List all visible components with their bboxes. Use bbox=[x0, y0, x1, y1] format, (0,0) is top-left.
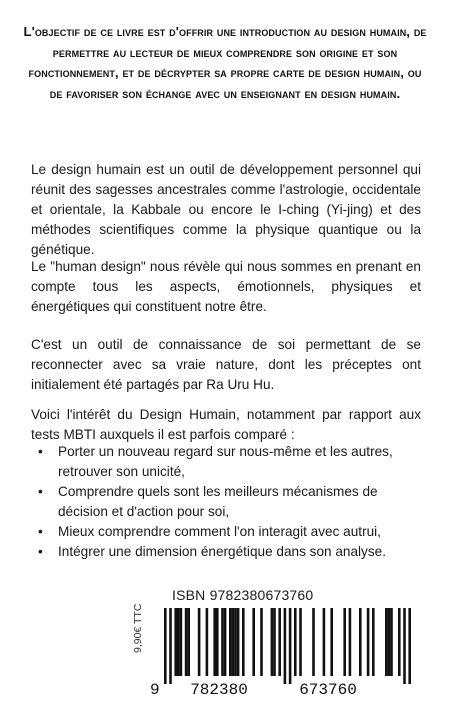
barcode-bar bbox=[408, 608, 411, 684]
barcode-bar bbox=[187, 608, 190, 676]
barcode-bar bbox=[273, 608, 276, 676]
barcode-right-digits: 673760 bbox=[299, 681, 357, 698]
barcode-bar bbox=[185, 608, 188, 676]
barcode-bar bbox=[398, 608, 401, 676]
barcode-bar bbox=[349, 608, 352, 676]
barcode-bar bbox=[390, 608, 393, 676]
paragraph-benefits-intro: Voici l'intérêt du Design Humain, notamment par rapport aux tests MBTI auxquels il est parfois comparé : bbox=[31, 407, 421, 442]
barcode-bar bbox=[330, 608, 333, 676]
benefits-list bbox=[31, 442, 423, 561]
barcode-bar bbox=[164, 608, 167, 684]
bullet-icon: • bbox=[38, 543, 43, 559]
barcode-bar bbox=[343, 608, 346, 676]
barcode-bar bbox=[385, 608, 388, 676]
bullet-icon: • bbox=[38, 523, 43, 539]
barcode-bar bbox=[198, 608, 201, 676]
barcode-bar bbox=[367, 608, 370, 676]
barcode-bar bbox=[294, 608, 297, 676]
barcode-bar bbox=[237, 608, 240, 676]
barcode-left-digits: 782380 bbox=[190, 681, 248, 698]
barcode-bar bbox=[312, 608, 315, 676]
barcode-bar bbox=[213, 608, 216, 676]
barcode-bars bbox=[164, 608, 411, 684]
list-item-text: Mieux comprendre comment l'on interagit avec autrui, bbox=[58, 523, 381, 539]
barcode-bar bbox=[372, 608, 375, 676]
price-label: 9,90€ TTC bbox=[132, 603, 144, 653]
barcode-bar bbox=[206, 608, 209, 676]
barcode-bar bbox=[252, 608, 255, 676]
barcode-bar bbox=[278, 608, 281, 676]
barcode-bar bbox=[359, 608, 362, 676]
intro-heading: L'objectif de ce livre est d'offrir une introduction au design humain, de permettre au lecteur de mieux comprendre son origine et son fonctionnement, et de décrypter sa propre carte de design humain, ou de favoriser son échange avec un enseignant en design humain. bbox=[23, 24, 427, 101]
barcode-bar bbox=[242, 608, 245, 676]
barcode-bar bbox=[271, 608, 274, 676]
barcode-bar bbox=[403, 608, 406, 684]
barcode-bar bbox=[299, 608, 302, 676]
bullet-icon: • bbox=[38, 483, 43, 499]
barcode-bar bbox=[216, 608, 219, 676]
list-item-text: Porter un nouveau regard sur nous-même et les autres, retrouver son unicité, bbox=[58, 444, 393, 479]
ean13-barcode bbox=[148, 606, 416, 698]
isbn-label: ISBN 9782380673760 bbox=[172, 587, 314, 603]
barcode-bar bbox=[388, 608, 391, 676]
barcode-bar bbox=[234, 608, 237, 676]
barcode-bar bbox=[284, 608, 287, 684]
paragraph-self-knowledge: C'est un outil de connaissance de soi permettant de se reconnecter avec sa vraie nature, dont les préceptes ont initialement été partagés par Ra Uru Hu. bbox=[31, 337, 421, 392]
list-item-text: Comprendre quels sont les meilleurs mécanismes de décision et d'action pour soi, bbox=[58, 483, 378, 519]
barcode-bar bbox=[289, 608, 292, 684]
barcode-bar bbox=[180, 608, 183, 676]
barcode-bar bbox=[260, 608, 263, 676]
list-item bbox=[31, 522, 423, 542]
list-item bbox=[31, 482, 423, 522]
paragraph-human-design: Le "human design" nous révèle qui nous sommes en prenant en compte tous les aspects, émotionnels, physiques et énergétiques qui constituent notre être. bbox=[31, 259, 421, 314]
barcode-bar bbox=[174, 608, 177, 676]
bullet-icon: • bbox=[38, 444, 43, 459]
list-item bbox=[31, 542, 423, 562]
barcode-first-digit: 9 bbox=[150, 681, 160, 698]
list-item bbox=[31, 442, 423, 482]
paragraph-definition: Le design humain est un outil de développement personnel qui réunit des sagesses ancestrales comme l'astrologie, occidentale et orientale, la Kabbale ou encore le I-ching (Yi-jing) et des méthodes scientifiques comme la physique quantique ou la génétique. bbox=[31, 162, 421, 257]
barcode-bar bbox=[229, 608, 232, 676]
list-item-text: Intégrer une dimension énergétique dans son analyse. bbox=[58, 543, 386, 559]
barcode-bar bbox=[224, 608, 227, 676]
barcode-bar bbox=[232, 608, 235, 676]
barcode-bar bbox=[169, 608, 172, 684]
barcode-bar bbox=[177, 608, 180, 676]
barcode-bar bbox=[221, 608, 224, 676]
barcode-bar bbox=[323, 608, 326, 676]
